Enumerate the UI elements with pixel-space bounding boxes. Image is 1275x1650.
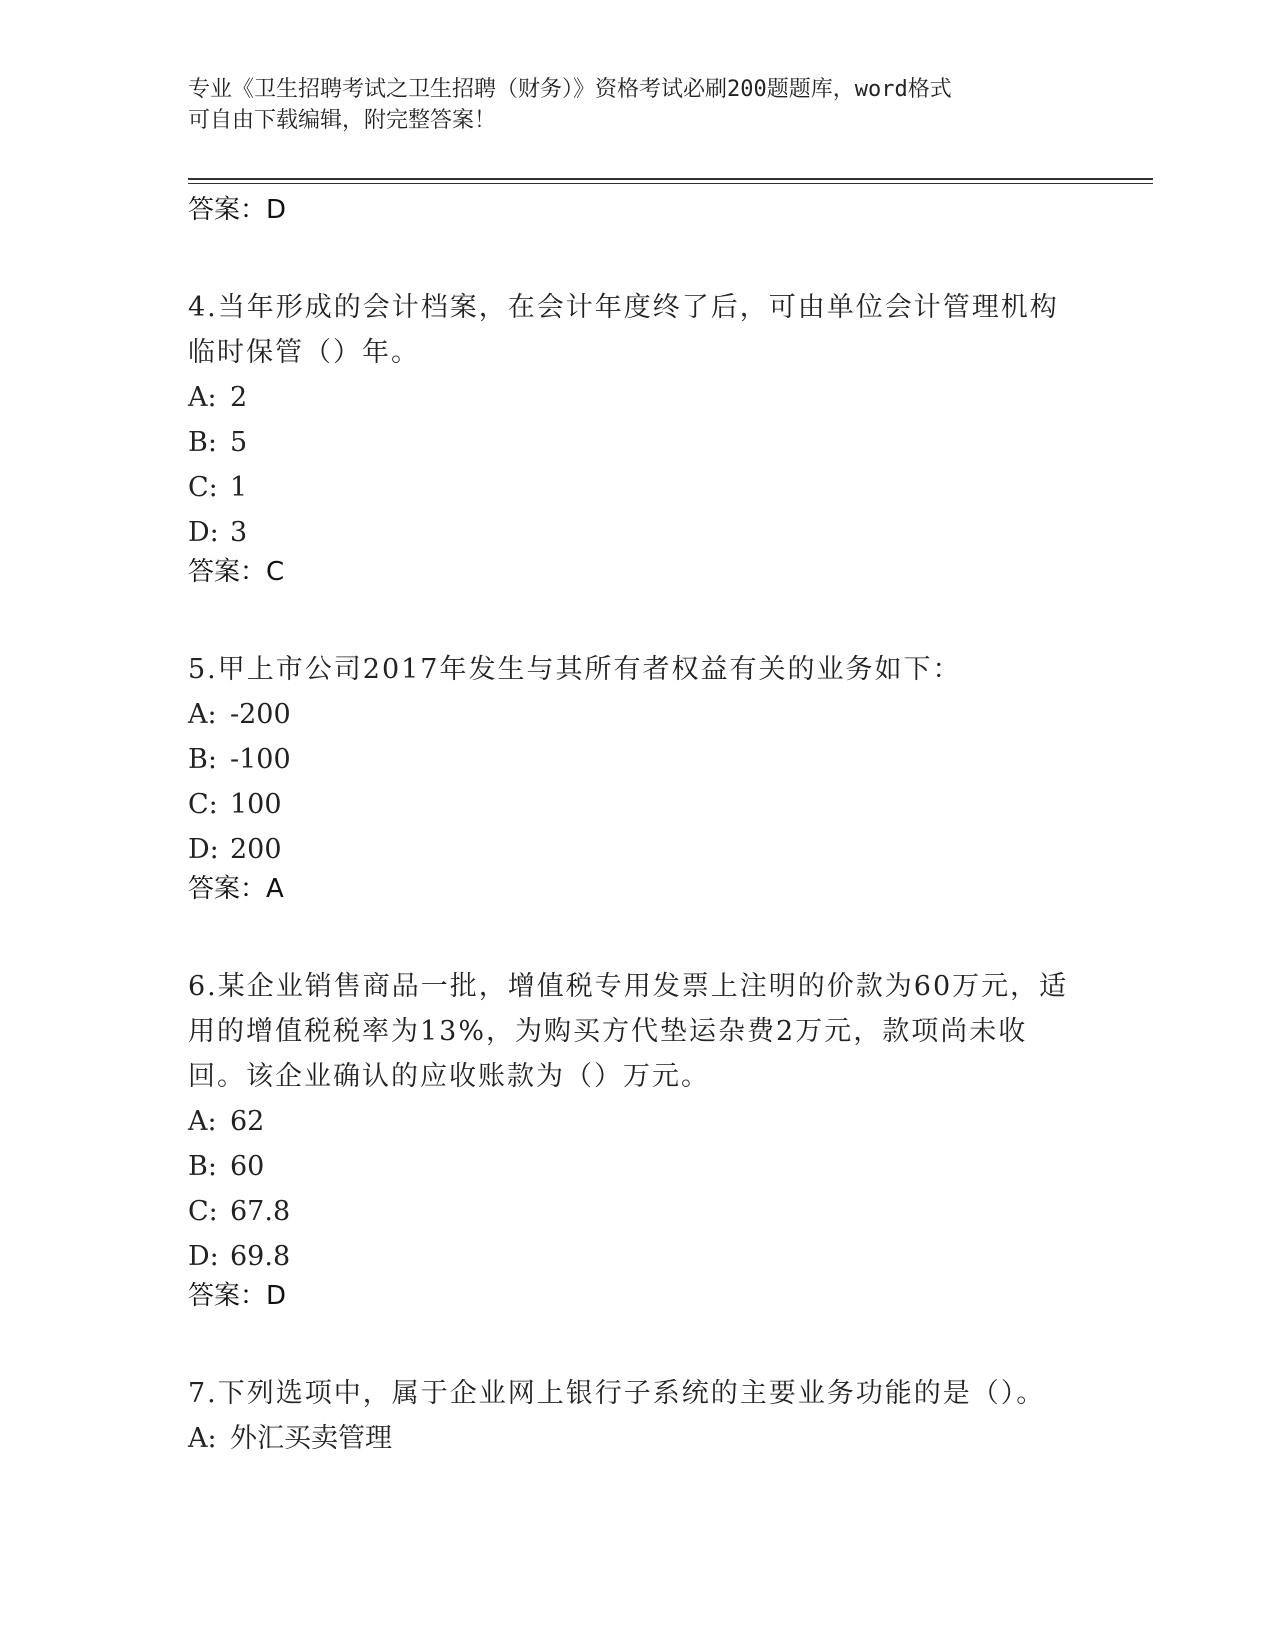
answer-line: 答案：A: [188, 874, 284, 904]
option-value: 1: [230, 472, 248, 503]
option-value: -200: [230, 699, 291, 730]
header-divider-thin: [188, 183, 1153, 184]
option-letter: B:: [188, 427, 217, 458]
option-value: 60: [230, 1151, 265, 1182]
option-value: 3: [230, 517, 248, 548]
question-text: 5.甲上市公司2017年发生与其所有者权益有关的业务如下：: [188, 654, 962, 685]
question-item: [188, 285, 1088, 589]
option-letter: D:: [188, 517, 219, 548]
question-item: [188, 647, 1088, 906]
answer-line: 答案：C: [188, 557, 285, 587]
option-letter: C:: [188, 789, 218, 820]
option-value: 外汇买卖管理: [230, 1423, 392, 1454]
header-line-2: 可自由下载编辑，附完整答案！: [188, 108, 497, 133]
option-letter: C:: [188, 472, 218, 503]
option-value: 62: [230, 1106, 265, 1137]
option-a: [188, 1416, 1088, 1461]
header-line-1: 专业《卫生招聘考试之卫生招聘（财务）》资格考试必刷200题题库，word格式: [188, 77, 952, 102]
option-a: [188, 692, 1088, 737]
option-value: 200: [230, 834, 282, 865]
answer-line: 答案：D: [188, 1281, 287, 1311]
option-c: [188, 782, 1088, 827]
question-item: [188, 964, 1088, 1313]
option-value: 5: [230, 427, 248, 458]
answer-line: 答案：D: [188, 195, 287, 225]
option-value: 100: [230, 789, 282, 820]
option-b: [188, 737, 1088, 782]
option-c: [188, 465, 1088, 510]
option-value: 67.8: [230, 1196, 291, 1227]
option-a: [188, 375, 1088, 420]
question-item: [188, 1371, 1088, 1461]
option-value: 69.8: [230, 1241, 291, 1272]
option-letter: C:: [188, 1196, 218, 1227]
option-letter: D:: [188, 1241, 219, 1272]
option-d: [188, 827, 1088, 872]
option-value: -100: [230, 744, 291, 775]
question-text: 7.下列选项中，属于企业网上银行子系统的主要业务功能的是（）。: [188, 1378, 1046, 1409]
option-letter: B:: [188, 744, 217, 775]
option-d: [188, 510, 1088, 555]
question-text: 4.当年形成的会计档案，在会计年度终了后，可由单位会计管理机构临时保管（）年。: [188, 292, 1059, 368]
option-d: [188, 1234, 1088, 1279]
option-b: [188, 1144, 1088, 1189]
header-divider: [188, 178, 1153, 180]
option-value: 2: [230, 382, 248, 413]
option-b: [188, 420, 1088, 465]
option-letter: A:: [188, 1106, 217, 1137]
option-letter: B:: [188, 1151, 217, 1182]
question-list: [188, 193, 1088, 1461]
option-a: [188, 1099, 1088, 1144]
option-letter: A:: [188, 382, 217, 413]
option-letter: A:: [188, 1423, 217, 1454]
option-letter: D:: [188, 834, 219, 865]
page-header: [188, 74, 1088, 136]
option-c: [188, 1189, 1088, 1234]
question-text: 6.某企业销售商品一批，增值税专用发票上注明的价款为60万元，适用的增值税税率为13%，为购买方代垫运杂费2万元，款项尚未收回。该企业确认的应收账款为（）万元。: [188, 971, 1069, 1092]
option-letter: A:: [188, 699, 217, 730]
